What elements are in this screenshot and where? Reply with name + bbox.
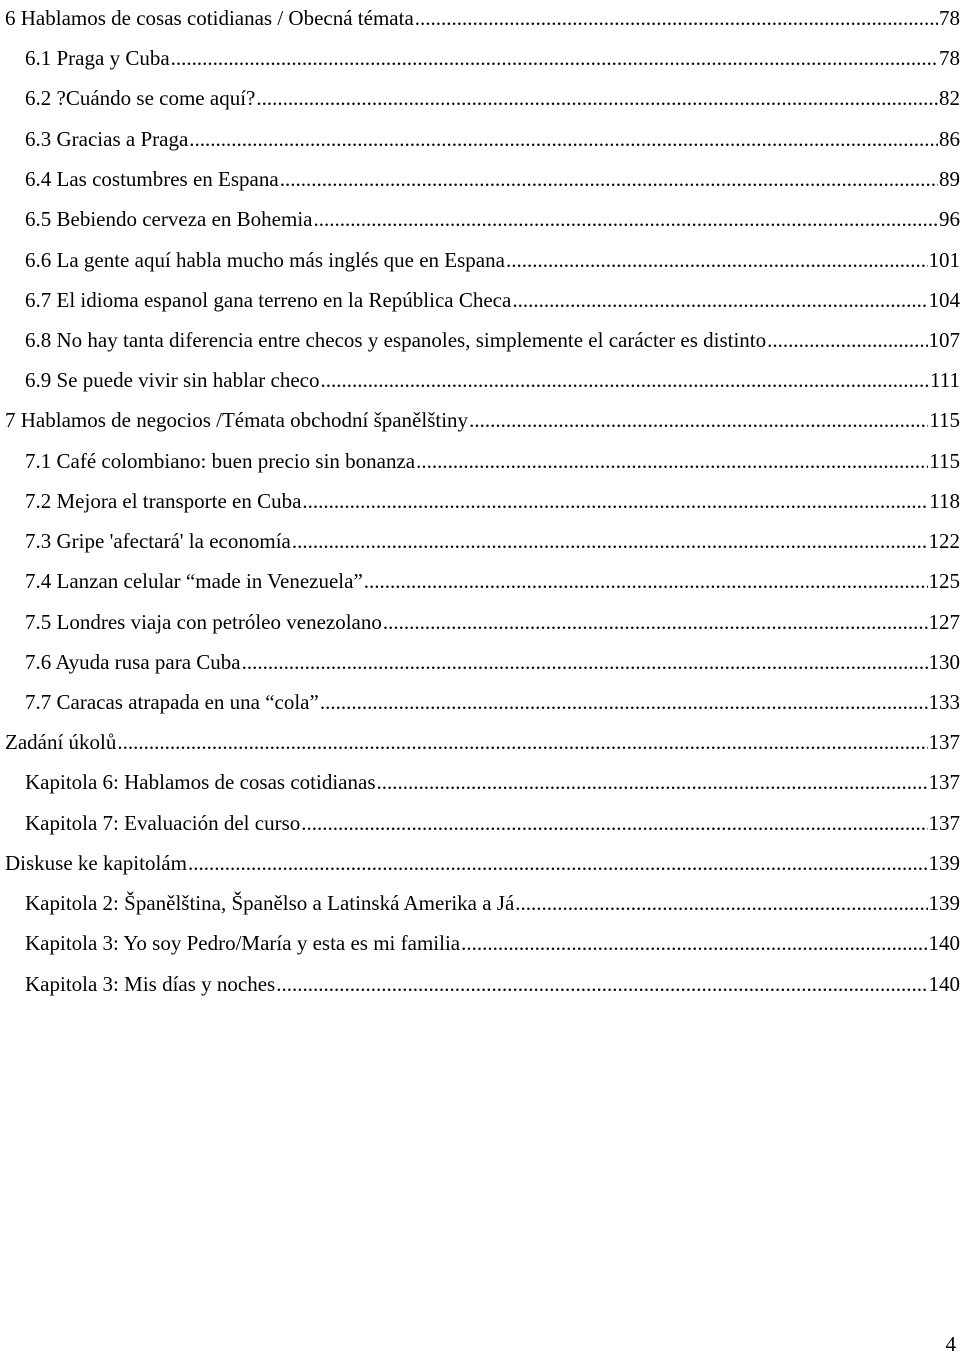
dot-leader [301, 811, 927, 835]
toc-entry-page: 133 [928, 690, 960, 714]
toc-entry-page: 122 [928, 529, 960, 553]
dot-leader [117, 730, 927, 754]
toc-entry-title: 7.7 Caracas atrapada en una “cola” [25, 690, 319, 714]
toc-entry[interactable] [25, 40, 960, 70]
toc-entry[interactable] [25, 764, 960, 794]
dot-leader [256, 86, 938, 110]
dot-leader [321, 368, 930, 392]
toc-entry-title: 6.4 Las costumbres en Espana [25, 167, 279, 191]
toc-entry[interactable] [5, 845, 960, 875]
toc-entry[interactable] [25, 161, 960, 191]
dot-leader [276, 972, 927, 996]
toc-entry[interactable] [5, 402, 960, 432]
toc-entry-page: 140 [928, 972, 960, 996]
toc-entry-title: 7.1 Café colombiano: buen precio sin bonanza [25, 449, 416, 473]
toc-entry-page: 127 [928, 610, 960, 634]
toc-entry[interactable] [25, 322, 960, 352]
toc-entry-page: 115 [929, 408, 960, 432]
toc-entry-page: 78 [939, 46, 960, 70]
toc-entry-page: 86 [939, 127, 960, 151]
toc-entry-title: 7 Hablamos de negocios /Témata obchodní španělštiny [5, 408, 469, 432]
toc-entry-page: 89 [939, 167, 960, 191]
dot-leader [767, 328, 927, 352]
toc-entry[interactable] [25, 885, 960, 915]
toc-entry[interactable] [25, 282, 960, 312]
toc-entry-page: 130 [928, 650, 960, 674]
toc-entry[interactable] [25, 201, 960, 231]
toc-entry[interactable] [25, 242, 960, 272]
toc-entry-title: 6.5 Bebiendo cerveza en Bohemia [25, 207, 313, 231]
toc-entry-page: 139 [928, 851, 960, 875]
toc-entry-page: 140 [928, 931, 960, 955]
toc-entry-page: 101 [928, 248, 960, 272]
toc-entry-title: 6.1 Praga y Cuba [25, 46, 170, 70]
dot-leader [302, 489, 928, 513]
toc-entry-page: 137 [928, 811, 960, 835]
toc-entry-page: 82 [939, 86, 960, 110]
toc-entry-title: 6 Hablamos de cosas cotidianas / Obecná témata [5, 6, 414, 30]
dot-leader [171, 46, 938, 70]
toc-entry[interactable] [25, 805, 960, 835]
page-number: 4 [945, 1332, 956, 1356]
dot-leader [280, 167, 938, 191]
toc-entry-page: 118 [929, 489, 960, 513]
dot-leader [469, 408, 928, 432]
toc-entry[interactable] [25, 523, 960, 553]
toc-entry-title: 6.2 ?Cuándo se come aquí? [25, 86, 256, 110]
dot-leader [461, 931, 927, 955]
toc-entry[interactable] [25, 644, 960, 674]
toc-entry[interactable] [25, 604, 960, 634]
toc-entry-title: Diskuse ke kapitolám [5, 851, 187, 875]
dot-leader [416, 449, 928, 473]
toc-entry-title: Kapitola 7: Evaluación del curso [25, 811, 301, 835]
dot-leader [242, 650, 928, 674]
toc-entry-page: 139 [928, 891, 960, 915]
toc-entry-title: 6.7 El idioma espanol gana terreno en la República Checa [25, 288, 512, 312]
dot-leader [512, 288, 927, 312]
toc-entry-title: 7.6 Ayuda rusa para Cuba [25, 650, 241, 674]
toc-entry-title: 6.3 Gracias a Praga [25, 127, 189, 151]
dot-leader [506, 248, 928, 272]
toc-entry-page: 104 [928, 288, 960, 312]
toc-entry-page: 125 [928, 569, 960, 593]
toc-entry-title: Kapitola 2: Španělština, Španělso a Latinská Amerika a Já [25, 891, 515, 915]
toc-entry-title: 6.8 No hay tanta diferencia entre checos y espanoles, simplemente el carácter es distinto [25, 328, 767, 352]
dot-leader [313, 207, 938, 231]
toc-entry[interactable] [25, 443, 960, 473]
toc-entry-title: 6.9 Se puede vivir sin hablar checo [25, 368, 320, 392]
toc-entry-title: Kapitola 3: Mis días y noches [25, 972, 276, 996]
toc-entry-title: Zadání úkolů [5, 730, 117, 754]
toc-entry-page: 111 [930, 368, 960, 392]
dot-leader [292, 529, 928, 553]
toc-entry[interactable] [25, 684, 960, 714]
dot-leader [364, 569, 928, 593]
toc-entry-title: Kapitola 3: Yo soy Pedro/María y esta es mi familia [25, 931, 461, 955]
toc-entry[interactable] [25, 925, 960, 955]
dot-leader [383, 610, 928, 634]
toc-entry-title: Kapitola 6: Hablamos de cosas cotidianas [25, 770, 376, 794]
dot-leader [188, 851, 928, 875]
toc-entry-page: 96 [939, 207, 960, 231]
toc-entry-page: 115 [929, 449, 960, 473]
toc-entry-title: 7.4 Lanzan celular “made in Venezuela” [25, 569, 363, 593]
dot-leader [377, 770, 928, 794]
toc-entry[interactable] [5, 724, 960, 754]
toc-entry[interactable] [25, 80, 960, 110]
toc-entry-page: 137 [928, 770, 960, 794]
toc-entry[interactable] [25, 362, 960, 392]
dot-leader [415, 6, 938, 30]
toc-entry-title: 7.5 Londres viaja con petróleo venezolano [25, 610, 382, 634]
toc-entry[interactable] [25, 966, 960, 996]
dot-leader [320, 690, 928, 714]
toc-entry[interactable] [25, 121, 960, 151]
toc-entry-page: 137 [928, 730, 960, 754]
toc-entry-page: 78 [939, 6, 960, 30]
toc-entry[interactable] [25, 483, 960, 513]
toc-entry-page: 107 [928, 328, 960, 352]
dot-leader [515, 891, 927, 915]
toc-entry-title: 7.3 Gripe 'afectará' la economía [25, 529, 291, 553]
toc-entry[interactable] [5, 0, 960, 30]
toc-entry-title: 7.2 Mejora el transporte en Cuba [25, 489, 302, 513]
toc-entry[interactable] [25, 563, 960, 593]
dot-leader [189, 127, 938, 151]
toc-entry-title: 6.6 La gente aquí habla mucho más inglés que en Espana [25, 248, 505, 272]
